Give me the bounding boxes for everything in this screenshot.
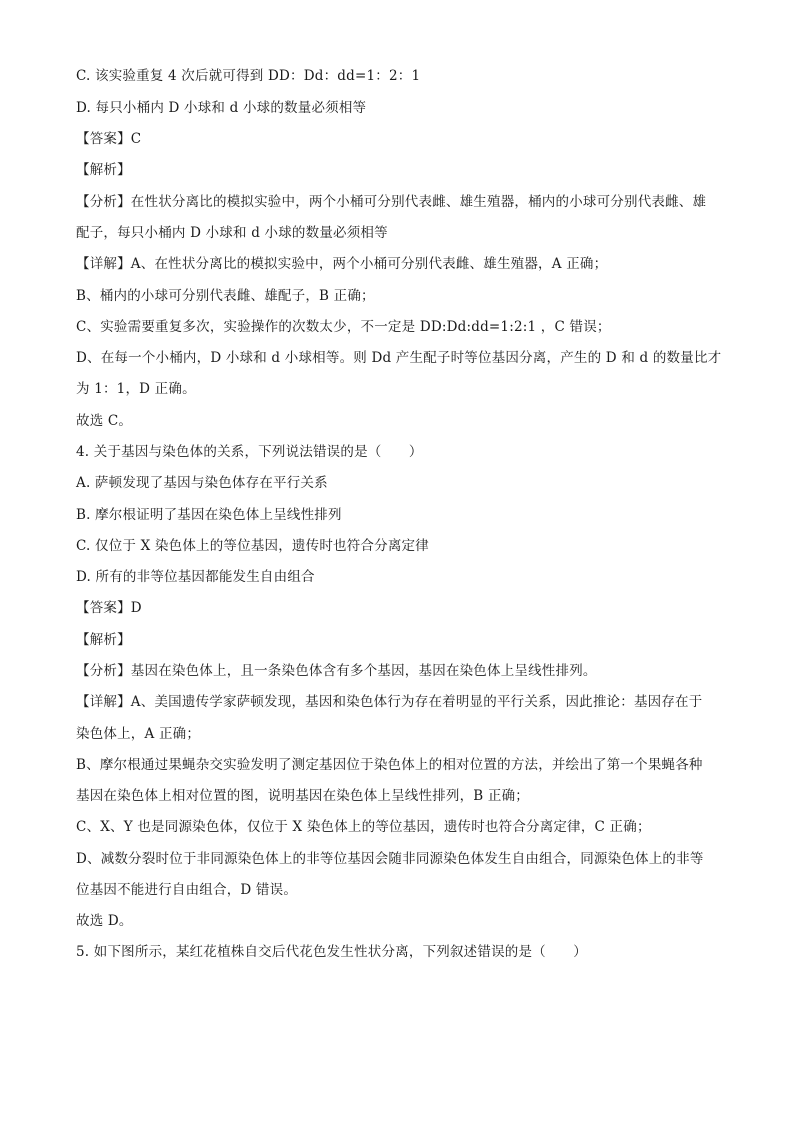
q4-xiangjie-c: C、X、Y 也是同源染色体，仅位于 X 染色体上的等位基因，遗传时也符合分离定律，C 正确；	[76, 819, 651, 835]
q3-xiangjie-a: 【详解】A、在性状分离比的模拟实验中，两个小桶可分别代表雌、雄生殖器，A 正确；	[76, 256, 608, 272]
q3-analysis-heading: 【解析】	[76, 162, 131, 178]
q4-xiangjie-a2: 染色体上，A 正确；	[76, 726, 201, 742]
q4-answer: 【答案】D	[76, 600, 142, 616]
q3-option-c: C. 该实验重复 4 次后就可得到 DD：Dd：dd=1：2：1	[76, 68, 421, 84]
q3-answer: 【答案】C	[76, 131, 142, 147]
q3-conclusion: 故选 C。	[76, 413, 133, 429]
q3-xiangjie-d2: 为 1：1，D 正确。	[76, 381, 196, 397]
q4-stem: 4. 关于基因与染色体的关系，下列说法错误的是（ ）	[76, 444, 423, 460]
q4-xiangjie-d2: 位基因不能进行自由组合，D 错误。	[76, 882, 298, 898]
q5-stem: 5. 如下图所示，某红花植株自交后代花色发生性状分离，下列叙述错误的是（ ）	[76, 944, 587, 960]
q3-option-d: D. 每只小桶内 D 小球和 d 小球的数量必须相等	[76, 100, 367, 116]
q4-conclusion: 故选 D。	[76, 913, 133, 929]
q4-option-c: C. 仅位于 X 染色体上的等位基因，遗传时也符合分离定律	[76, 538, 429, 554]
q4-xiangjie-b2: 基因在染色体上相对位置的图，说明基因在染色体上呈线性排列，B 正确；	[76, 788, 530, 804]
q3-xiangjie-b: B、桶内的小球可分别代表雌、雄配子，B 正确；	[76, 288, 375, 304]
q3-xiangjie-c: C、实验需要重复多次，实验操作的次数太少，不一定是 DD:Dd:dd=1:2:1 ，C 错误；	[76, 319, 611, 335]
q4-analysis-heading: 【解析】	[76, 632, 131, 648]
q4-xiangjie-d1: D、减数分裂时位于非同源染色体上的非等位基因会随非同源染色体发生自由组合，同源染色体上的非等	[76, 851, 704, 867]
q4-option-a: A. 萨顿发现了基因与染色体存在平行关系	[76, 475, 328, 491]
q3-xiangjie-d1: D、在每一个小桶内，D 小球和 d 小球相等。则 Dd 产生配子时等位基因分离，产生的 D 和 d 的数量比才	[76, 350, 722, 366]
q3-fenxi-line1: 【分析】在性状分离比的模拟实验中，两个小桶可分别代表雌、雄生殖器，桶内的小球可分别代表雌、雄	[76, 194, 707, 210]
q4-xiangjie-b1: B、摩尔根通过果蝇杂交实验发明了测定基因位于染色体上的相对位置的方法，并绘出了第一个果蝇各种	[76, 757, 703, 773]
q4-xiangjie-a1: 【详解】A、美国遗传学家萨顿发现，基因和染色体行为存在着明显的平行关系，因此推论：基因存在于	[76, 694, 703, 710]
q3-fenxi-line2: 配子，每只小桶内 D 小球和 d 小球的数量必须相等	[76, 225, 388, 241]
q4-fenxi: 【分析】基因在染色体上，且一条染色体含有多个基因，基因在染色体上呈线性排列。	[76, 663, 597, 679]
q4-option-d: D. 所有的非等位基因都能发生自由组合	[76, 569, 315, 585]
q4-option-b: B. 摩尔根证明了基因在染色体上呈线性排列	[76, 507, 342, 523]
